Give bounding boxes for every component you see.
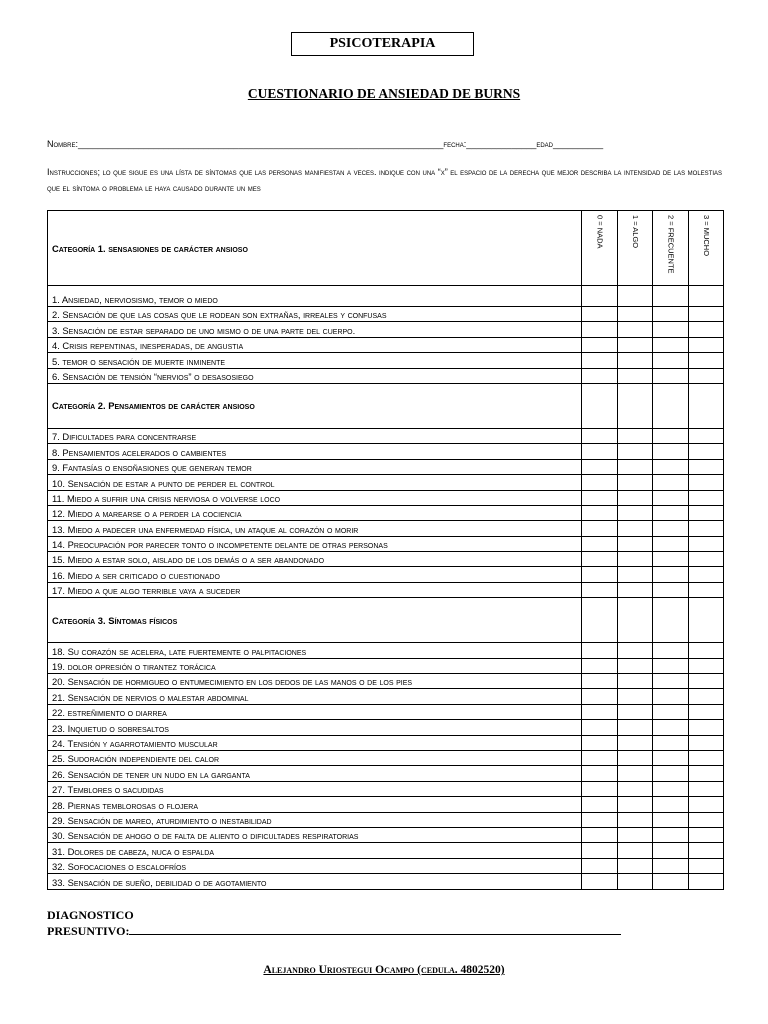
answer-cell-0[interactable] [582, 735, 618, 750]
instructions-text: Instrucciones; lo que sigue es una lísta de síntomas que las personas manifiestan a veces. indique con una “x” el espacio de la derecha que mejor describa la intensidad de las molestias que el síntoma o problema le haya causado durante un mes [47, 167, 722, 193]
category-title: Categoría 3. Síntomas físicos [48, 598, 582, 643]
answer-cell-3[interactable] [688, 750, 724, 765]
empty-cell [582, 383, 618, 428]
answer-cell-3[interactable] [688, 368, 724, 383]
symptom-row [48, 521, 724, 536]
scale-label: 2 = FRECUENTE [666, 215, 676, 274]
answer-cell-1[interactable] [617, 643, 653, 658]
symptom-label: 15. Miedo a estar solo, aislado de los demás o a ser abandonado [48, 552, 582, 567]
symptom-label: 11. Miedo a sufrir una crisis nerviosa o volverse loco [48, 490, 582, 505]
answer-cell-2[interactable] [653, 658, 689, 673]
answer-cell-1[interactable] [617, 750, 653, 765]
answer-cell-2[interactable] [653, 689, 689, 704]
category-row [48, 211, 724, 286]
answer-cell-1[interactable] [617, 307, 653, 322]
answer-cell-1[interactable] [617, 658, 653, 673]
answer-cell-2[interactable] [653, 521, 689, 536]
symptom-row [48, 353, 724, 368]
answer-cell-0[interactable] [582, 674, 618, 689]
answer-cell-1[interactable] [617, 827, 653, 842]
answer-cell-0[interactable] [582, 582, 618, 597]
symptom-label: 29. Sensación de mareo, aturdimiento o inestabilidad [48, 812, 582, 827]
answer-cell-3[interactable] [688, 674, 724, 689]
empty-cell [582, 598, 618, 643]
answer-cell-1[interactable] [617, 766, 653, 781]
answer-cell-2[interactable] [653, 459, 689, 474]
answer-cell-3[interactable] [688, 689, 724, 704]
category-title: Categoría 1. sensasiones de carácter ansioso [48, 211, 582, 286]
answer-cell-3[interactable] [688, 475, 724, 490]
answer-cell-0[interactable] [582, 643, 618, 658]
symptom-row [48, 735, 724, 750]
symptom-row [48, 720, 724, 735]
answer-cell-3[interactable] [688, 536, 724, 551]
answer-cell-0[interactable] [582, 750, 618, 765]
answer-cell-2[interactable] [653, 797, 689, 812]
answer-cell-1[interactable] [617, 475, 653, 490]
answer-cell-2[interactable] [653, 552, 689, 567]
answer-cell-1[interactable] [617, 505, 653, 520]
symptom-label: 16. Miedo a ser criticado o cuestionado [48, 567, 582, 582]
symptom-label: 18. Su corazón se acelera, late fuertemente o palpitaciones [48, 643, 582, 658]
answer-cell-2[interactable] [653, 643, 689, 658]
answer-cell-2[interactable] [653, 444, 689, 459]
symptom-row [48, 858, 724, 873]
symptom-row [48, 797, 724, 812]
answer-cell-0[interactable] [582, 843, 618, 858]
answer-cell-1[interactable] [617, 368, 653, 383]
empty-cell [688, 598, 724, 643]
answer-cell-0[interactable] [582, 444, 618, 459]
symptom-row [48, 505, 724, 520]
symptom-label: 20. Sensación de hormigueo o entumecimiento en los dedos de las manos o de los pies [48, 674, 582, 689]
diagnosis-section [47, 908, 621, 938]
answer-cell-0[interactable] [582, 307, 618, 322]
empty-cell [688, 383, 724, 428]
symptom-label: 21. Sensación de nervios o malestar abdominal [48, 689, 582, 704]
answer-cell-2[interactable] [653, 674, 689, 689]
empty-cell [617, 598, 653, 643]
page-title: PSICOTERAPIA [291, 32, 474, 56]
answer-cell-3[interactable] [688, 720, 724, 735]
answer-cell-3[interactable] [688, 286, 724, 307]
symptom-label: 9. Fantasías o ensoñasiones que generan temor [48, 459, 582, 474]
questionnaire-title: CUESTIONARIO DE ANSIEDAD DE BURNS [247, 86, 521, 101]
answer-cell-3[interactable] [688, 766, 724, 781]
answer-cell-0[interactable] [582, 827, 618, 842]
symptom-label: 12. Miedo a marearse o a perder la cociencia [48, 505, 582, 520]
diagnosis-label-2: PRESUNTIVO: [47, 923, 130, 938]
answer-cell-1[interactable] [617, 781, 653, 796]
answer-cell-2[interactable] [653, 843, 689, 858]
answer-cell-3[interactable] [688, 643, 724, 658]
answer-cell-3[interactable] [688, 337, 724, 352]
answer-cell-0[interactable] [582, 475, 618, 490]
answer-cell-3[interactable] [688, 567, 724, 582]
symptom-label: 4. Crisis repentinas, inesperadas, de angustia [48, 337, 582, 352]
symptom-row [48, 337, 724, 352]
answer-cell-1[interactable] [617, 797, 653, 812]
answer-cell-0[interactable] [582, 536, 618, 551]
symptom-label: 27. Temblores o sacudidas [48, 781, 582, 796]
answer-cell-2[interactable] [653, 536, 689, 551]
answer-cell-3[interactable] [688, 490, 724, 505]
answer-cell-1[interactable] [617, 704, 653, 719]
answer-cell-0[interactable] [582, 368, 618, 383]
answer-cell-0[interactable] [582, 459, 618, 474]
answer-cell-2[interactable] [653, 337, 689, 352]
answer-cell-0[interactable] [582, 337, 618, 352]
answer-cell-1[interactable] [617, 552, 653, 567]
answer-cell-2[interactable] [653, 781, 689, 796]
symptom-label: 31. Dolores de cabeza, nuca o espalda [48, 843, 582, 858]
category-row [48, 598, 724, 643]
symptom-row [48, 874, 724, 889]
answer-cell-2[interactable] [653, 490, 689, 505]
answer-cell-0[interactable] [582, 490, 618, 505]
symptom-label: 33. Sensación de sueño, debilidad o de agotamiento [48, 874, 582, 889]
scale-label: 0 = NADA [595, 215, 605, 249]
answer-cell-2[interactable] [653, 428, 689, 443]
symptom-row [48, 322, 724, 337]
age-field[interactable]: __________ [553, 139, 604, 149]
answer-cell-3[interactable] [688, 521, 724, 536]
answer-cell-1[interactable] [617, 322, 653, 337]
answer-cell-0[interactable] [582, 505, 618, 520]
answer-cell-1[interactable] [617, 337, 653, 352]
symptom-row [48, 552, 724, 567]
symptom-label: 32. Sofocaciones o escalofríos [48, 858, 582, 873]
symptom-table [47, 210, 724, 890]
answer-cell-1[interactable] [617, 536, 653, 551]
symptom-row [48, 766, 724, 781]
symptom-label: 2. Sensación de que las cosas que le rodean son extrañas, irreales y confusas [48, 307, 582, 322]
symptom-label: 23. Inquietud o sobresaltos [48, 720, 582, 735]
answer-cell-2[interactable] [653, 322, 689, 337]
answer-cell-2[interactable] [653, 704, 689, 719]
answer-cell-3[interactable] [688, 781, 724, 796]
symptom-row [48, 812, 724, 827]
answer-cell-0[interactable] [582, 552, 618, 567]
symptom-row [48, 286, 724, 307]
symptom-label: 26. Sensación de tener un nudo en la garganta [48, 766, 582, 781]
answer-cell-2[interactable] [653, 735, 689, 750]
answer-cell-3[interactable] [688, 505, 724, 520]
answer-cell-0[interactable] [582, 286, 618, 307]
symptom-label: 8. Pensamientos acelerados o cambientes [48, 444, 582, 459]
symptom-row [48, 750, 724, 765]
answer-cell-1[interactable] [617, 444, 653, 459]
name-field[interactable]: _________________________________________________________________________ [78, 139, 444, 149]
symptom-label: 10. Sensación de estar a punto de perder el control [48, 475, 582, 490]
answer-cell-0[interactable] [582, 567, 618, 582]
empty-cell [653, 598, 689, 643]
answer-cell-0[interactable] [582, 689, 618, 704]
name-label: Nombre: [47, 139, 79, 149]
symptom-row [48, 444, 724, 459]
symptom-row [48, 368, 724, 383]
answer-cell-1[interactable] [617, 812, 653, 827]
symptom-row [48, 428, 724, 443]
answer-cell-1[interactable] [617, 843, 653, 858]
answer-cell-3[interactable] [688, 307, 724, 322]
answer-cell-1[interactable] [617, 490, 653, 505]
age-label: edad [536, 139, 554, 149]
symptom-row [48, 674, 724, 689]
answer-cell-3[interactable] [688, 552, 724, 567]
answer-cell-3[interactable] [688, 582, 724, 597]
answer-cell-1[interactable] [617, 428, 653, 443]
answer-cell-2[interactable] [653, 750, 689, 765]
answer-cell-1[interactable] [617, 735, 653, 750]
symptom-row [48, 843, 724, 858]
scale-header-0 [582, 211, 618, 286]
symptom-row [48, 567, 724, 582]
answer-cell-3[interactable] [688, 827, 724, 842]
answer-cell-2[interactable] [653, 812, 689, 827]
scale-header-1 [617, 211, 653, 286]
symptom-label: 19. dolor opresión o tirantez torácica [48, 658, 582, 673]
symptom-row [48, 536, 724, 551]
answer-cell-1[interactable] [617, 286, 653, 307]
answer-cell-2[interactable] [653, 307, 689, 322]
answer-cell-3[interactable] [688, 704, 724, 719]
answer-cell-1[interactable] [617, 858, 653, 873]
answer-cell-3[interactable] [688, 797, 724, 812]
scale-label: 3 = MUCHO [701, 215, 711, 257]
answer-cell-2[interactable] [653, 858, 689, 873]
symptom-row [48, 475, 724, 490]
symptom-label: 22. estreñimiento o diarrea [48, 704, 582, 719]
symptom-label: 3. Sensación de estar separado de uno mismo o de una parte del cuerpo. [48, 322, 582, 337]
answer-cell-3[interactable] [688, 322, 724, 337]
symptom-row [48, 490, 724, 505]
answer-cell-0[interactable] [582, 781, 618, 796]
answer-cell-1[interactable] [617, 459, 653, 474]
answer-cell-2[interactable] [653, 827, 689, 842]
answer-cell-0[interactable] [582, 874, 618, 889]
answer-cell-3[interactable] [688, 874, 724, 889]
answer-cell-3[interactable] [688, 428, 724, 443]
category-row [48, 383, 724, 428]
answer-cell-3[interactable] [688, 459, 724, 474]
scale-label: 1 = ALGO [630, 215, 640, 249]
symptom-label: 5. temor o sensación de muerte inminente [48, 353, 582, 368]
answer-cell-0[interactable] [582, 521, 618, 536]
answer-cell-1[interactable] [617, 874, 653, 889]
symptom-label: 30. Sensación de ahogo o de falta de aliento o dificultades respiratorias [48, 827, 582, 842]
answer-cell-2[interactable] [653, 475, 689, 490]
symptom-label: 28. Piernas temblorosas o flojera [48, 797, 582, 812]
scale-header-3 [688, 211, 724, 286]
answer-cell-0[interactable] [582, 720, 618, 735]
diagnosis-field[interactable] [129, 923, 621, 935]
symptom-row [48, 459, 724, 474]
symptom-row [48, 827, 724, 842]
answer-cell-2[interactable] [653, 505, 689, 520]
answer-cell-2[interactable] [653, 720, 689, 735]
category-title: Categoría 2. Pensamientos de carácter ansioso [48, 383, 582, 428]
answer-cell-0[interactable] [582, 858, 618, 873]
answer-cell-2[interactable] [653, 874, 689, 889]
diagnosis-label-1: DIAGNOSTICO [47, 908, 134, 922]
empty-cell [653, 383, 689, 428]
symptom-row [48, 307, 724, 322]
symptom-label: 6. Sensación de tensión “nervios” o desasosiego [48, 368, 582, 383]
answer-cell-3[interactable] [688, 812, 724, 827]
answer-cell-2[interactable] [653, 567, 689, 582]
answer-cell-2[interactable] [653, 582, 689, 597]
symptom-row [48, 781, 724, 796]
answer-cell-2[interactable] [653, 766, 689, 781]
symptom-label: 13. Miedo a padecer una enfermedad física, un ataque al corazón o morir [48, 521, 582, 536]
symptom-label: 1. Ansiedad, nerviosismo, temor o miedo [48, 286, 582, 307]
symptom-row [48, 704, 724, 719]
answer-cell-1[interactable] [617, 582, 653, 597]
empty-cell [617, 383, 653, 428]
symptom-label: 7. Dificultades para concentrarse [48, 428, 582, 443]
answer-cell-0[interactable] [582, 797, 618, 812]
answer-cell-3[interactable] [688, 658, 724, 673]
answer-cell-0[interactable] [582, 658, 618, 673]
answer-cell-3[interactable] [688, 444, 724, 459]
symptom-label: 24. Tensión y agarrotamiento muscular [48, 735, 582, 750]
symptom-row [48, 582, 724, 597]
answer-cell-3[interactable] [688, 735, 724, 750]
answer-cell-1[interactable] [617, 353, 653, 368]
scale-header-2 [653, 211, 689, 286]
date-label: fecha: [443, 139, 467, 149]
answer-cell-1[interactable] [617, 521, 653, 536]
answer-cell-2[interactable] [653, 368, 689, 383]
answer-cell-3[interactable] [688, 353, 724, 368]
symptom-label: 14. Preocupación por parecer tonto o incompetente delante de otras personas [48, 536, 582, 551]
symptom-row [48, 658, 724, 673]
answer-cell-1[interactable] [617, 720, 653, 735]
answer-cell-0[interactable] [582, 322, 618, 337]
answer-cell-0[interactable] [582, 812, 618, 827]
answer-cell-1[interactable] [617, 674, 653, 689]
answer-cell-0[interactable] [582, 428, 618, 443]
answer-cell-3[interactable] [688, 843, 724, 858]
answer-cell-2[interactable] [653, 286, 689, 307]
date-field[interactable]: ______________ [466, 139, 537, 149]
patient-info-line [47, 139, 727, 149]
author-signature: Alejandro Uriostegui Ocampo (cedula. 4802520) [263, 964, 505, 976]
symptom-row [48, 689, 724, 704]
answer-cell-0[interactable] [582, 704, 618, 719]
answer-cell-0[interactable] [582, 353, 618, 368]
symptom-row [48, 643, 724, 658]
answer-cell-0[interactable] [582, 766, 618, 781]
answer-cell-1[interactable] [617, 567, 653, 582]
answer-cell-3[interactable] [688, 858, 724, 873]
symptom-label: 17. Miedo a que algo terrible vaya a suceder [48, 582, 582, 597]
answer-cell-1[interactable] [617, 689, 653, 704]
symptom-label: 25. Sudoración independiente del calor [48, 750, 582, 765]
answer-cell-2[interactable] [653, 353, 689, 368]
